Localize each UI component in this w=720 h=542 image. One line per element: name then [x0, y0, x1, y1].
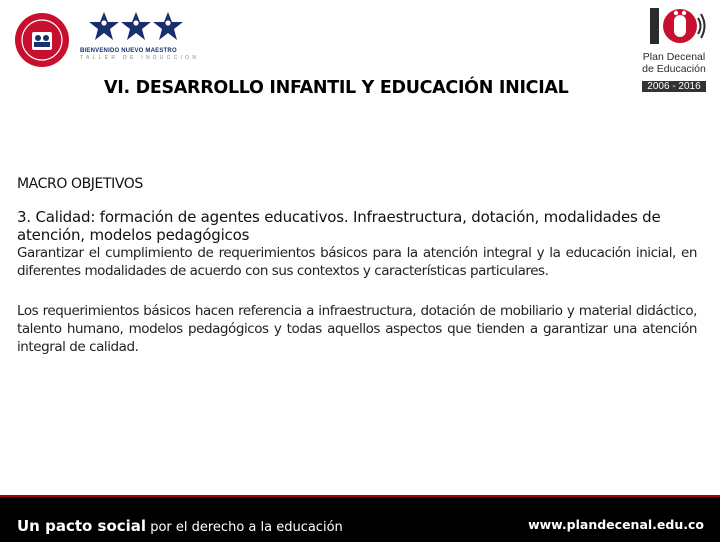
main-content [17, 176, 697, 356]
plan-decenal-logo [634, 6, 714, 92]
stars-logo [80, 10, 200, 68]
footer-slogan [17, 516, 343, 535]
requirements-paragraph: Los requerimientos básicos hacen referencia a infraestructura, dotación de mobiliario y material didáctico, talento humano, modelos pedagógicos y todas aquellos aspectos que tienden a garantizar una atención integral de calidad. [17, 303, 697, 355]
footer-bar [0, 495, 720, 542]
stars-logo-caption: BIENVENIDO NUEVO MAESTRO [80, 48, 177, 54]
page-title: VI. DESARROLLO INFANTIL Y EDUCACIÓN INICIAL [104, 78, 569, 98]
plan-decenal-years: 2006 - 2016 [642, 81, 705, 92]
plan-decenal-line1: Plan Decenal [642, 51, 706, 63]
macro-objectives-heading: MACRO OBJETIVOS [17, 176, 143, 192]
ten-years-logo-icon [642, 6, 706, 46]
footer-slogan-bold: Un pacto social [17, 517, 147, 535]
red-circle-emblem-icon [14, 12, 70, 68]
three-stars-people-icon [88, 10, 184, 44]
objective-paragraph: Garantizar el cumplimiento de requerimientos básicos para la atención integral y la educación inicial, en diferentes modalidades de acuerdo con sus contextos y características particulares. [17, 245, 697, 279]
footer-slogan-rest: por el derecho a la educación [146, 520, 343, 535]
stars-row [88, 10, 192, 44]
left-emblem-logo [14, 12, 70, 68]
plan-decenal-line2: de Educación [642, 63, 706, 75]
footer-url-link[interactable]: www.plandecenal.edu.co [528, 517, 704, 532]
objective-subheading: 3. Calidad: formación de agentes educativos. Infraestructura, dotación, modalidades de atención, modelos pedagógicos [17, 208, 661, 244]
stars-logo-subcaption: TALLER DE INDUCCION [80, 55, 200, 61]
